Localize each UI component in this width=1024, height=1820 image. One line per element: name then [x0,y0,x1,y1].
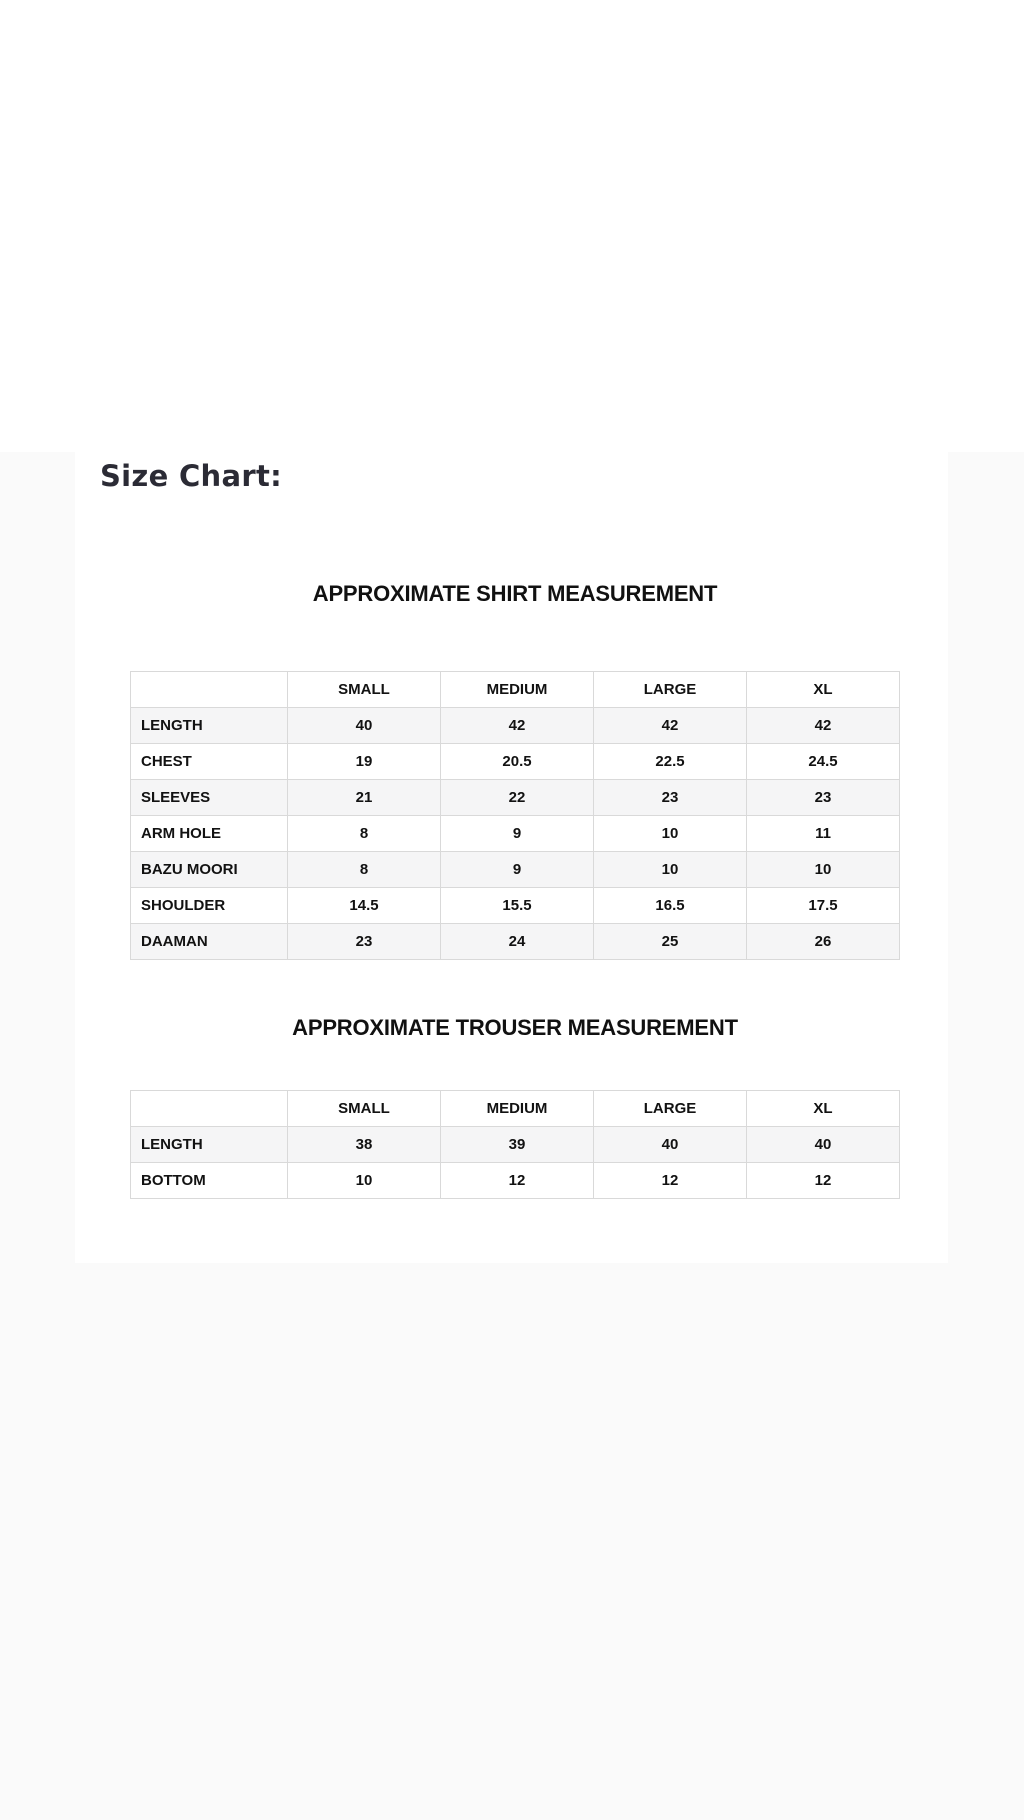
row-label-cell: BAZU MOORI [131,852,288,888]
value-cell: 39 [441,1127,594,1163]
column-header-cell: LARGE [594,672,747,708]
row-label-cell: SHOULDER [131,888,288,924]
corner-cell [131,672,288,708]
shirt-measurement-block [130,580,900,960]
column-header-cell: XL [747,1091,900,1127]
value-cell: 14.5 [288,888,441,924]
value-cell: 40 [594,1127,747,1163]
value-cell: 42 [747,708,900,744]
trouser-measurement-block [130,1014,900,1199]
header-row [131,1091,900,1127]
table-row [131,744,900,780]
table-row [131,1163,900,1199]
value-cell: 8 [288,816,441,852]
header-row [131,672,900,708]
value-cell: 25 [594,924,747,960]
value-cell: 16.5 [594,888,747,924]
value-cell: 10 [594,852,747,888]
table-row [131,852,900,888]
value-cell: 23 [747,780,900,816]
column-header-cell: SMALL [288,1091,441,1127]
table-row [131,888,900,924]
table-row [131,780,900,816]
row-label-cell: BOTTOM [131,1163,288,1199]
size-chart-heading: Size Chart: [100,459,283,493]
value-cell: 17.5 [747,888,900,924]
value-cell: 40 [747,1127,900,1163]
value-cell: 19 [288,744,441,780]
row-label-cell: LENGTH [131,1127,288,1163]
row-label-cell: SLEEVES [131,780,288,816]
shirt-measurement-table [130,671,900,960]
column-header-cell: SMALL [288,672,441,708]
table-row [131,924,900,960]
value-cell: 12 [594,1163,747,1199]
value-cell: 10 [594,816,747,852]
trouser-measurement-table [130,1090,900,1199]
product-description-section [0,452,1024,1820]
trouser-table-title: APPROXIMATE TROUSER MEASUREMENT [292,1015,738,1040]
row-label-cell: LENGTH [131,708,288,744]
value-cell: 21 [288,780,441,816]
column-header-cell: MEDIUM [441,672,594,708]
value-cell: 22.5 [594,744,747,780]
value-cell: 24.5 [747,744,900,780]
value-cell: 24 [441,924,594,960]
value-cell: 9 [441,852,594,888]
value-cell: 12 [441,1163,594,1199]
value-cell: 23 [594,780,747,816]
value-cell: 26 [747,924,900,960]
value-cell: 11 [747,816,900,852]
value-cell: 8 [288,852,441,888]
table-row [131,708,900,744]
column-header-cell: XL [747,672,900,708]
size-chart-card [75,452,948,1263]
value-cell: 10 [747,852,900,888]
value-cell: 12 [747,1163,900,1199]
value-cell: 38 [288,1127,441,1163]
value-cell: 23 [288,924,441,960]
value-cell: 42 [441,708,594,744]
value-cell: 10 [288,1163,441,1199]
shirt-table-title: APPROXIMATE SHIRT MEASUREMENT [312,581,718,606]
value-cell: 15.5 [441,888,594,924]
table-row [131,1127,900,1163]
table-row [131,816,900,852]
row-label-cell: DAAMAN [131,924,288,960]
column-header-cell: LARGE [594,1091,747,1127]
value-cell: 22 [441,780,594,816]
value-cell: 40 [288,708,441,744]
value-cell: 42 [594,708,747,744]
value-cell: 9 [441,816,594,852]
row-label-cell: ARM HOLE [131,816,288,852]
corner-cell [131,1091,288,1127]
value-cell: 20.5 [441,744,594,780]
column-header-cell: MEDIUM [441,1091,594,1127]
row-label-cell: CHEST [131,744,288,780]
